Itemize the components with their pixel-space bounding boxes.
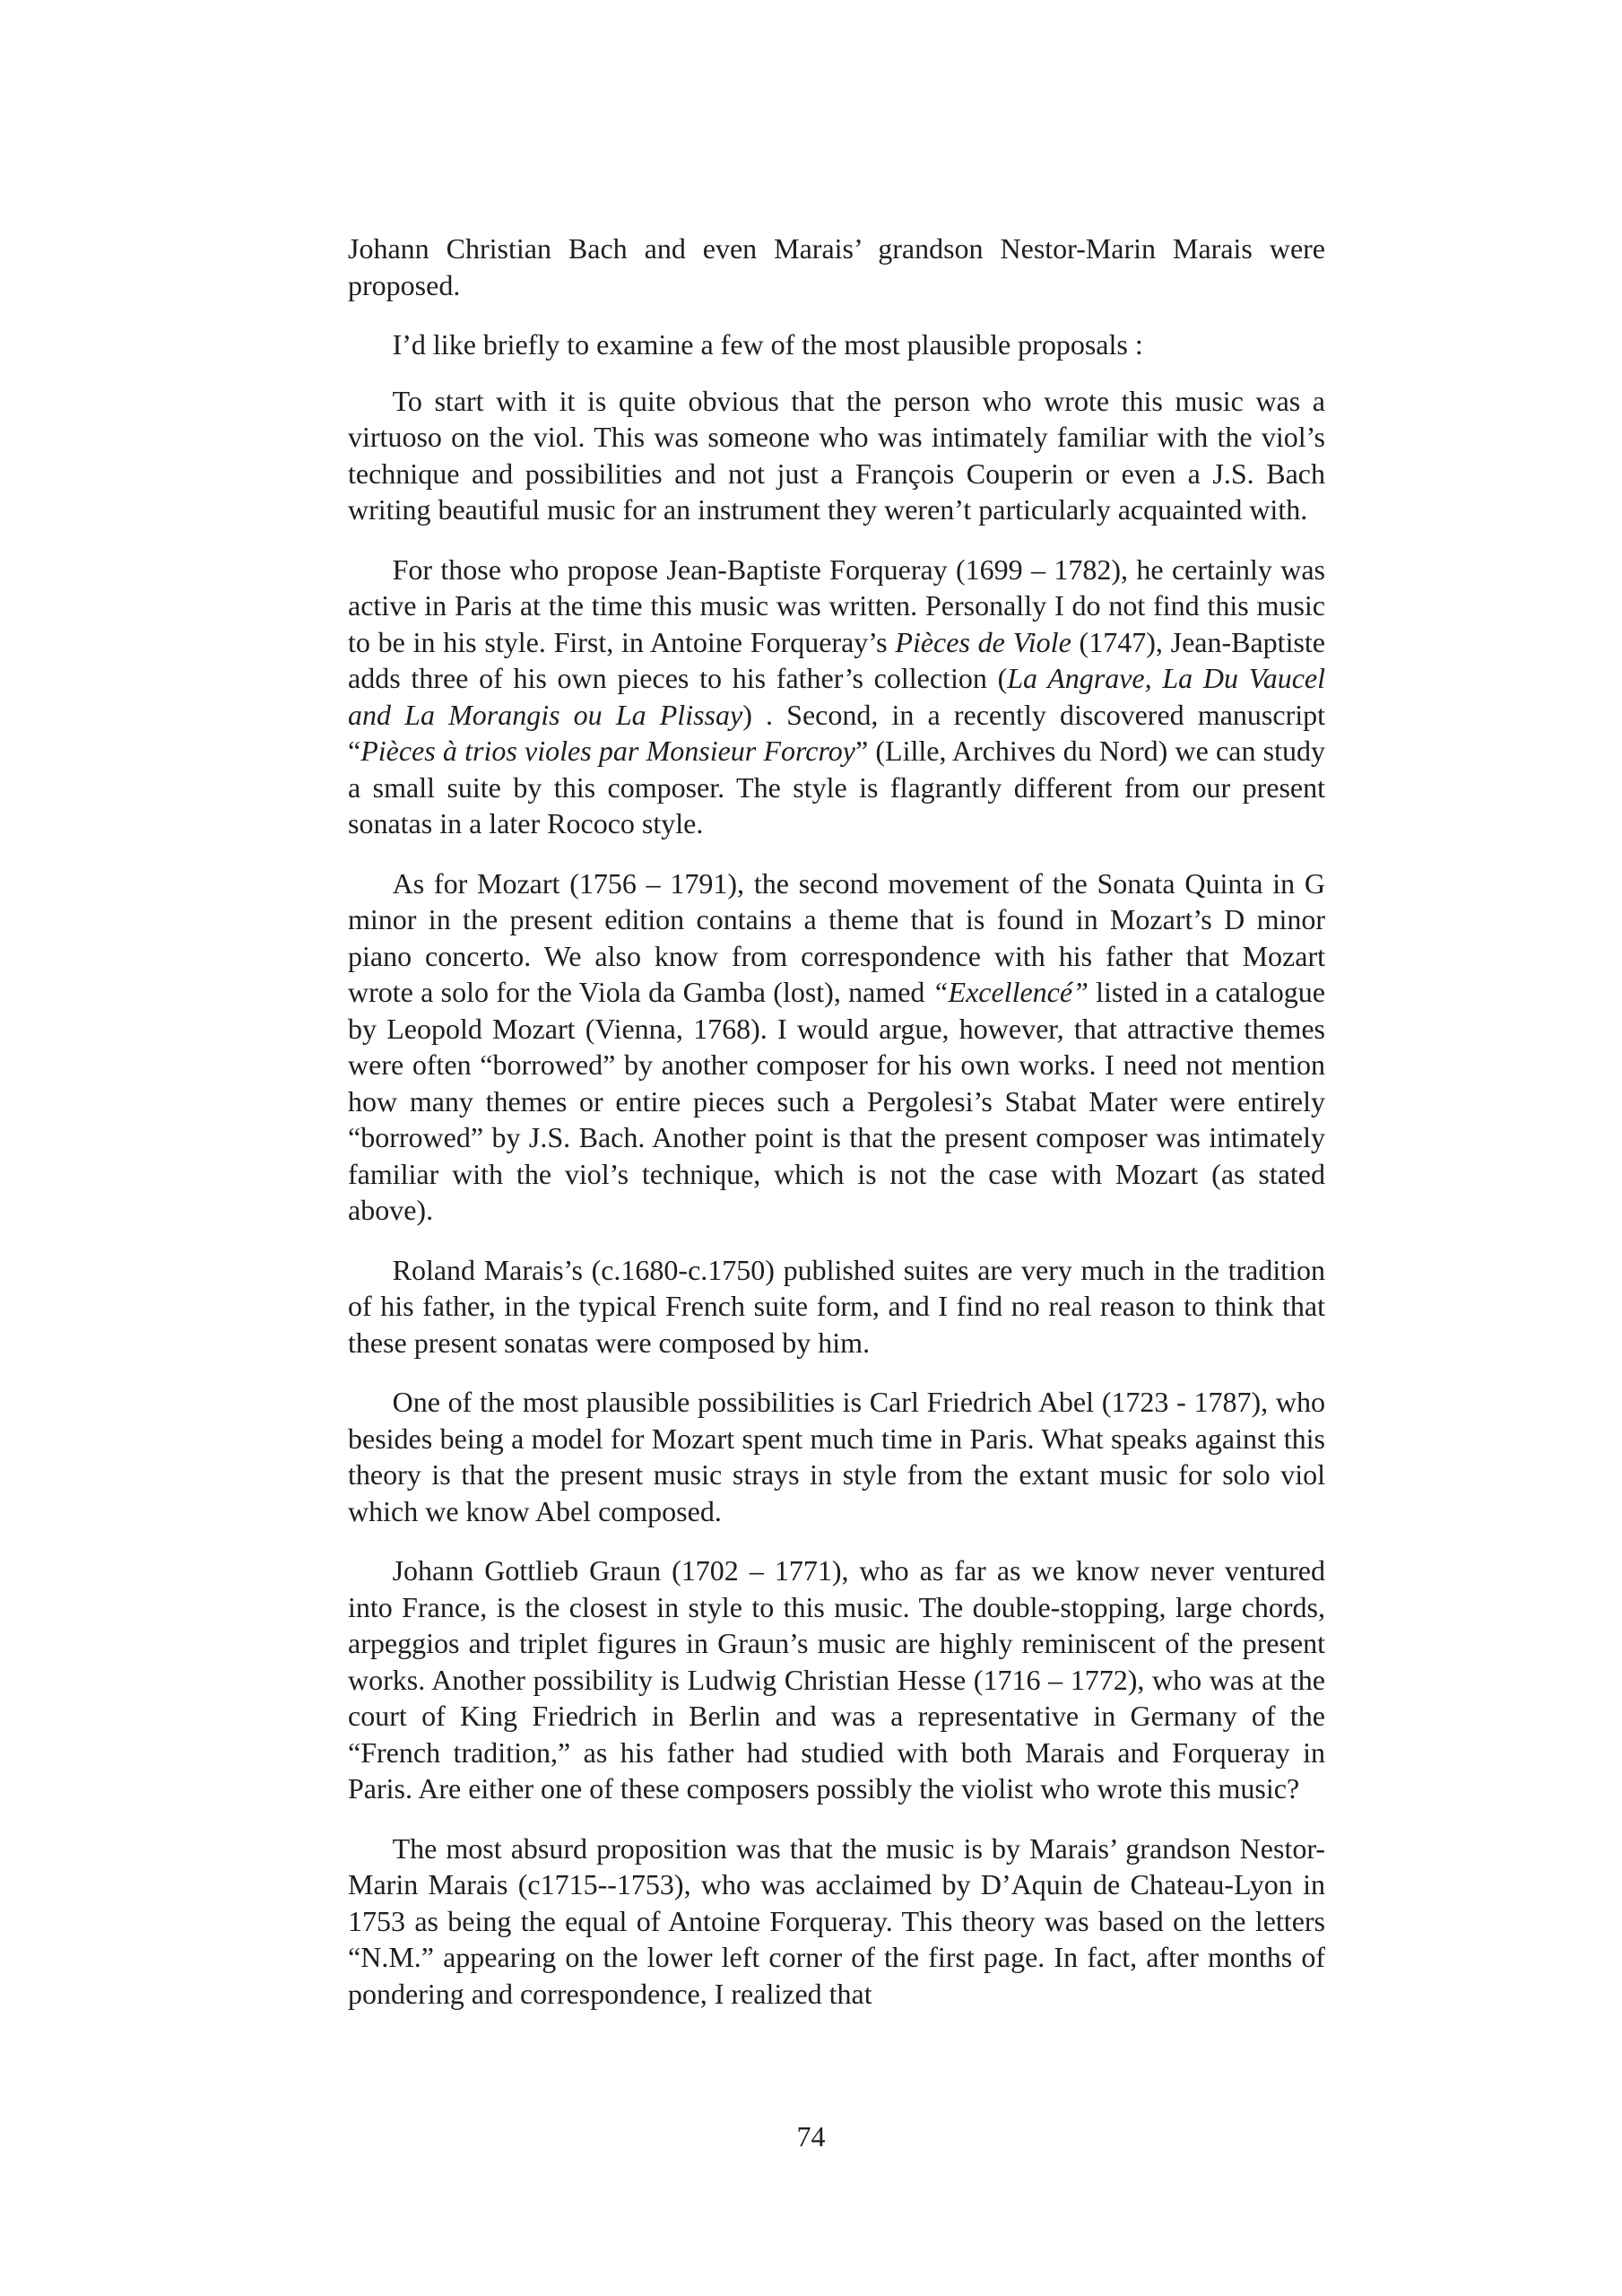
text-run: One of the most plausible possibilities is Carl Friedrich Abel (1723 - 1787), who besides being a model for Mozart spent much time in Paris. What speaks against this theory is that the present music strays in style from the extant music for solo viol which we know Abel composed. — [348, 1386, 1325, 1527]
body-text — [348, 230, 1325, 2035]
paragraph-3 — [348, 383, 1325, 528]
text-run: As for Mozart (1756 – 1791), the second movement of the Sonata Quinta in G minor in the present edition contains a theme that is found in Mozart’s D minor piano concerto. We also know from correspondence with his father that Mozart wrote a solo for the Viola da Gamba (lost), named — [348, 866, 1325, 1008]
text-run: Johann Christian Bach and even Marais’ grandson Nestor-Marin Marais were proposed. — [348, 232, 1325, 301]
text-run: Roland Marais’s (c.1680-c.1750) published suites are very much in the tradition of his father, in the typical French suite form, and I find no real reason to think that these present sonatas were composed by him. — [348, 1253, 1325, 1359]
paragraph-2 — [348, 326, 1325, 363]
paragraph-5 — [348, 865, 1325, 1229]
paragraph-9 — [348, 1831, 1325, 2013]
italic-title: La Angrave, La Du Vaucel and La Morangis ou La Plissay — [348, 662, 1326, 731]
text-run: The most absurd proposition was that the music is by Marais’ grandson Nestor-Marin Marais (c1715--1753), who was acclaimed by D’Aquin de Chateau-Lyon in 1753 as being the equal of Antoine Forqueray. This theory was based on the letters “N.M.” appearing on the lower left corner of the first page. In fact, after months of pondering and correspondence, I realized that — [348, 1831, 1325, 2010]
paragraph-1 — [348, 230, 1325, 303]
text-run: (1747), Jean-Baptiste adds three of his own pieces to his father’s collection ( — [348, 625, 1326, 694]
text-run: I’d like briefly to examine a few of the most plausible proposals : — [392, 328, 1143, 361]
paragraph-6 — [348, 1252, 1325, 1361]
text-run: ” (Lille, Archives du Nord) we can study a small suite by this composer. The style is flagrantly different from our present sonatas in a later Rococo style. — [348, 735, 1326, 839]
text-run: Johann Gottlieb Graun (1702 – 1771), who as far as we know never ventured into France, is the closest in style to this music. The double-stopping, large chords, arpeggios and triplet figures in Graun’s music are highly reminiscent of the present works. Another possibility is Ludwig Christian Hesse (1716 – 1772), who was at the court of King Friedrich in Berlin and was a representative in Germany of the “French tradition,” as his father had studied with both Marais and Forqueray in Paris. Are either one of these composers possibly the violist who wrote this music? — [348, 1554, 1325, 1805]
text-run: To start with it is quite obvious that the person who wrote this music was a virtuoso on the viol. This was someone who was intimately familiar with the viol’s technique and possibilities and not just a François Couperin or even a J.S. Bach writing beautiful music for an instrument they weren’t particularly acquainted with. — [348, 384, 1325, 526]
italic-title: Pièces de Viole — [895, 625, 1071, 658]
paragraph-4 — [348, 552, 1325, 842]
text-run: ) . Second, in a recently discovered manuscript “ — [348, 698, 1326, 767]
text-run: listed in a catalogue by Leopold Mozart (Vienna, 1768). I would argue, however, that attractive themes were often “borrowed” by another composer for his own works. I need not mention how many themes or entire pieces such a Pergolesi’s Stabat Mater were entirely “borrowed” by J.S. Bach. Another point is that the present composer was intimately familiar with the viol’s technique, which is not the case with Mozart (as stated above). — [348, 976, 1326, 1226]
page-number: 74 — [796, 2120, 826, 2152]
italic-title: Pièces à trios violes par Monsieur Forcroy — [360, 735, 855, 767]
paragraph-8 — [348, 1552, 1325, 1807]
italic-title: “Excellencé” — [932, 976, 1089, 1008]
text-run: For those who propose Jean-Baptiste Forqueray (1699 – 1782), he certainly was active in Paris at the time this music was written. Personally I do not find this music to be in his style. First, in Antoine Forqueray’s — [348, 552, 1325, 658]
paragraph-7 — [348, 1384, 1325, 1529]
